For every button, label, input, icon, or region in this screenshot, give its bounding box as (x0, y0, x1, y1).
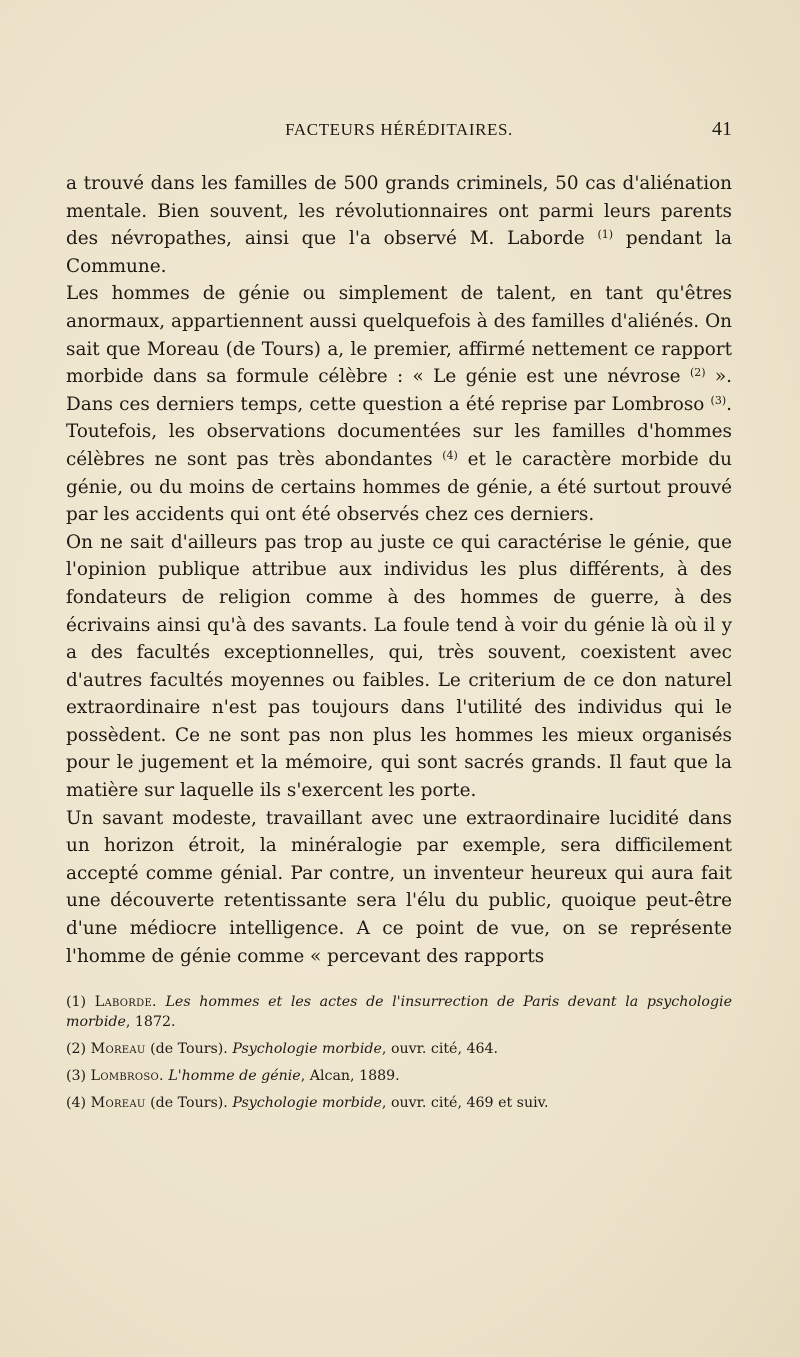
footnote-ref-2: (2) (689, 366, 706, 380)
footnote-ref-1: (1) (597, 228, 614, 242)
page-number: 41 (712, 118, 732, 140)
footnote-ref-4: (4) (442, 448, 458, 462)
paragraph-3: On ne sait d'ailleurs pas trop au juste ce qui caractérise le génie, que l'opinion publique attribue aux individus les plus différents, à des fondateurs de religion comme à des hommes de guerre, à des écrivains ainsi qu'à des savants. La foule tend à voir du génie là où il y a des facultés exceptionnelles, qui, très souvent, coexistent avec d'autres facultés moyennes ou faibles. Le criterium de ce don naturel extraordinaire n'est pas toujours dans l'utilité des individus qui le possèdent. Ce ne sont pas non plus les hommes les mieux organisés pour le jugement et la mémoire, qui sont sacrés grands. Il faut que la matière sur laquelle ils s'exercent les porte. (66, 531, 732, 802)
running-title: FACTEURS HÉRÉDITAIRES. (285, 120, 513, 139)
footnote-1: (1) Laborde. Les hommes et les actes de l'insurrection de Paris devant la psychologie morbide, 1872. (66, 994, 732, 1030)
main-text (66, 170, 732, 970)
paragraph-4: Un savant modeste, travaillant avec une extraordinaire lucidité dans un horizon étroit, la minéralogie par exemple, sera difficilement accepté comme génial. Par contre, un inventeur heureux qui aura fait une découverte retentissante sera l'élu du public, quoique peut-être d'une médiocre intelligence. A ce point de vue, on se représente l'homme de génie comme « percevant des rapports (66, 807, 732, 967)
paragraph-2: Les hommes de génie ou simplement de talent, en tant qu'êtres anormaux, appartiennent aussi quelquefois à des familles d'aliénés. On sait que Moreau (de Tours) a, le premier, affirmé nettement ce rapport morbide dans sa formule célèbre : « Le génie est une névrose $^{(2)}$ ». Dans ces derniers temps, cette question a été reprise par Lombroso $^{(3)}$. Toutefois, les observations documentées sur les familles d'hommes célèbres ne sont pas très abondantes $^{(4)}$ et le caractère morbide du génie, ou du moins de certains hommes de génie, a été surtout prouvé par les accidents qui ont été observés chez ces derniers. (66, 283, 732, 526)
footnote-3: (3) Lombroso. L'homme de génie, Alcan, 1889. (66, 1068, 400, 1084)
paragraph-1: a trouvé dans les familles de 500 grands criminels, 50 cas d'aliénation mentale. Bien souvent, les révolutionnaires ont parmi leurs parents des névropathes, ainsi que l'a observé M. Laborde $^{(1)}$ pendant la Commune. (66, 173, 732, 277)
footnotes (66, 992, 732, 1120)
footnote-ref-3: (3) (710, 393, 727, 407)
footnote-4: (4) Moreau (de Tours). Psychologie morbide, ouvr. cité, 469 et suiv. (66, 1095, 549, 1111)
footnote-2: (2) Moreau (de Tours). Psychologie morbide, ouvr. cité, 464. (66, 1041, 499, 1057)
page-header (66, 118, 732, 144)
